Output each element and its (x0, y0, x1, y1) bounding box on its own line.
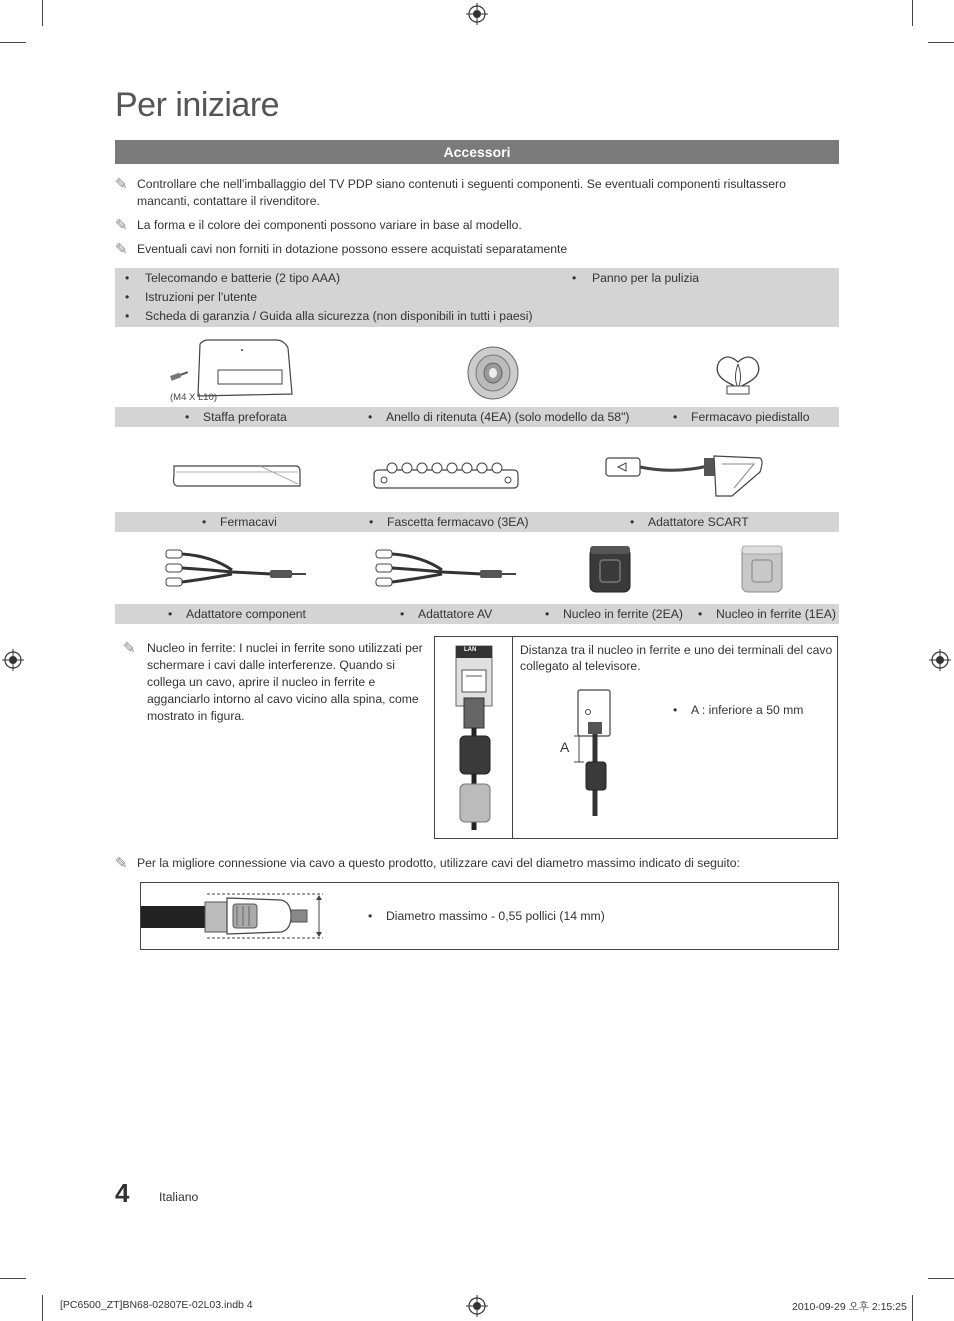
page-title: Per iniziare (115, 86, 280, 124)
crop-mark (0, 42, 26, 43)
note-text: La forma e il colore dei componenti possono variare in base al modello. (137, 218, 522, 232)
crop-mark (42, 0, 43, 26)
cable-holder-clip-icon (372, 458, 520, 492)
registration-mark-icon (466, 3, 488, 25)
ferrite-note (123, 640, 428, 725)
item-label-wall-bracket: • Staffa preforata (185, 407, 287, 427)
registration-mark-icon (2, 649, 24, 671)
item-label-cable-tie: • Fermacavi (202, 512, 277, 532)
ferrite-a-bullet: • A : inferiore a 50 mm (673, 700, 803, 720)
item-label-ferrite-2ea: • Nucleo in ferrite (2EA) (545, 604, 683, 624)
crop-mark (912, 1295, 913, 1321)
note-2 (115, 217, 835, 234)
item-label-stand-cable-tie: • Fermacavo piedistallo (673, 407, 810, 427)
lan-ferrite-illustration-icon (452, 644, 496, 832)
crop-mark (42, 1295, 43, 1321)
cable-diameter-illustration-icon (141, 892, 331, 940)
wall-bracket-icon (168, 338, 298, 400)
cable-tie-icon (170, 462, 302, 490)
footer-file-info: [PC6500_ZT]BN68-02807E-02L03.indb 4 (60, 1299, 253, 1311)
note-text: Eventuali cavi non forniti in dotazione possono essere acquistati separatamente (137, 242, 568, 256)
note-1 (115, 176, 835, 210)
item-label-av-adapter: • Adattatore AV (400, 604, 492, 624)
footer-timestamp: 2010-09-29 오후 2:15:25 (792, 1301, 907, 1313)
pencil-icon: ✎ (115, 176, 128, 193)
cable-diameter-bullet: • Diametro massimo - 0,55 pollici (14 mm) (368, 906, 605, 926)
included-items-left (125, 269, 533, 326)
item-label-scart-adapter: • Adattatore SCART (630, 512, 749, 532)
stand-cable-tie-icon (713, 352, 763, 398)
page-language: Italiano (159, 1190, 199, 1204)
list-item: • Istruzioni per l'utente (125, 288, 533, 307)
scart-adapter-icon (604, 452, 766, 500)
pencil-icon: ✎ (115, 217, 128, 234)
lan-label: LAN (464, 647, 477, 653)
item-label-component-adapter: • Adattatore component (168, 604, 306, 624)
pencil-icon: ✎ (115, 241, 128, 258)
registration-mark-icon (466, 1295, 488, 1317)
item-label-ferrite-1ea: • Nucleo in ferrite (1EA) (698, 604, 836, 624)
crop-mark (928, 42, 954, 43)
item-label-holder-ring: • Anello di ritenuta (4EA) (solo modello da 58") (368, 407, 629, 427)
pencil-icon: ✎ (123, 640, 136, 657)
crop-mark (912, 0, 913, 26)
ferrite-core-light-icon (740, 544, 784, 594)
cable-note-text: Per la migliore connessione via cavo a questo prodotto, utilizzare cavi del diametro massimo indicato di seguito: (137, 856, 740, 870)
component-adapter-icon (162, 546, 308, 590)
screw-label: (M4 X L10) (170, 392, 217, 403)
included-items-right (572, 269, 699, 288)
section-title: Accessori (115, 140, 839, 164)
ferrite-a-letter: A (560, 739, 570, 755)
cable-note (115, 855, 835, 872)
ferrite-description: Distanza tra il nucleo in ferrite e uno dei terminali del cavo collegato al televisore. (520, 643, 833, 673)
item-label-cable-holder: • Fascetta fermacavo (3EA) (369, 512, 529, 532)
av-adapter-icon (372, 546, 518, 590)
holder-ring-icon (466, 346, 520, 400)
divider (512, 636, 513, 839)
note-text: Controllare che nell'imballaggio del TV PDP siano contenuti i seguenti componenti. Se eventuali componenti risultassero mancanti, contattare il rivenditore. (137, 177, 786, 208)
pencil-icon: ✎ (115, 855, 128, 872)
list-item: • Panno per la pulizia (572, 269, 699, 288)
crop-mark (928, 1278, 954, 1279)
registration-mark-icon (929, 649, 951, 671)
ferrite-note-text: Nucleo in ferrite: I nuclei in ferrite sono utilizzati per schermare i cavi dalle interferenze. Quando si collega un cavo, aprire il nucleo in ferrite e agganciarlo intorno al cavo vicino alla spina, come mostrato in figura. (147, 641, 423, 723)
ferrite-core-dark-icon (588, 544, 632, 594)
list-item: • Telecomando e batterie (2 tipo AAA) (125, 269, 533, 288)
note-3 (115, 241, 835, 258)
crop-mark (0, 1278, 26, 1279)
page-number: 4 (115, 1178, 130, 1208)
list-item: • Scheda di garanzia / Guida alla sicurezza (non disponibili in tutti i paesi) (125, 307, 533, 326)
